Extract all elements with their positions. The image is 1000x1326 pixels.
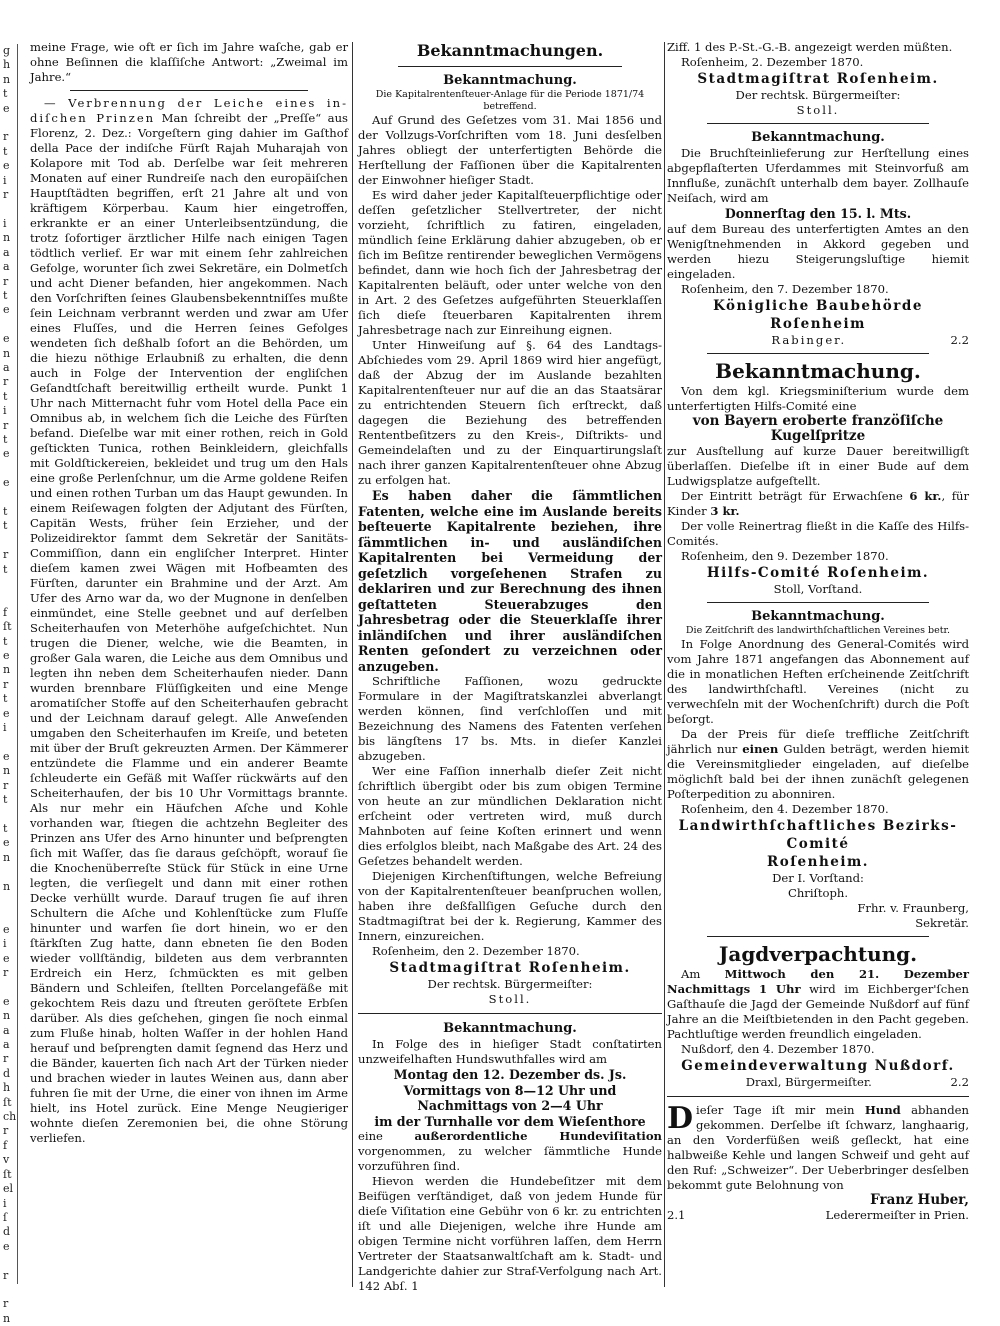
edge-fragment: e bbox=[3, 303, 10, 317]
edge-fragment bbox=[3, 318, 17, 332]
notice-paragraph: Schriftliche Faſſionen, wozu gedruckte Formulare in der Magiſtratskanzlei abverlangt werden können, ſind verſchloſſen und mit Bezeichnung des Namens des Fatenten verſehen bis längſtens 17 bs. Mts. in dieſer Kanzlei abzugeben. bbox=[358, 674, 662, 763]
edge-fragment: e bbox=[3, 749, 10, 763]
notice-heading-large: Bekanntmachung. bbox=[715, 358, 921, 383]
edge-fragment: a bbox=[3, 260, 10, 274]
edge-fragment bbox=[3, 577, 17, 591]
notice-role: Sekretär. bbox=[915, 915, 969, 930]
insertion-number: 2.2 bbox=[950, 1074, 969, 1089]
text-run: wird im Eichberger'ſchen Gaſthauſe die Jagd der Gemeinde Nußdorf auf fünf Jahre an die Meiſtbietenden in den Pacht gegeben. Pachtluſtige werden freundlich eingeladen. bbox=[667, 981, 969, 1041]
notice-name: Stoll. bbox=[488, 992, 532, 1006]
edge-fragment: t bbox=[3, 389, 8, 403]
notice-paragraph: In Folge Anordnung des General-Comités wird vom Jahre 1871 angefangen das Abonnement auf die in monatlichen Heften erſcheinende Zeitſchrift des landwirthſchaftl. Vereines (nicht zu verwechſeln mit der Wochenſchrift) durch die Poſt beſorgt. bbox=[667, 636, 969, 726]
notice-date: Roſenheim, den 4. Dezember 1870. bbox=[681, 801, 889, 816]
edge-fragment: r bbox=[3, 778, 9, 792]
edge-fragment: v bbox=[3, 1153, 10, 1167]
text-run: Gulden beträgt, werden hiemit die Vereinsmitglieder eingeladen, auf dieſelbe möglichſt bald bei der ihnen zunächſt gelegenen Poſterpedition zu abonniren. bbox=[667, 741, 969, 801]
signature-line bbox=[667, 333, 969, 348]
edge-fragment: r bbox=[3, 188, 9, 202]
edge-fragment: f bbox=[3, 605, 8, 619]
notice-signature: Stadtmagiſtrat Roſenheim. bbox=[389, 960, 631, 976]
edge-fragment: t bbox=[3, 692, 8, 706]
text-run: ieſer Tage iſt mir mein bbox=[696, 1102, 865, 1117]
insertion-number: 2.1 bbox=[667, 1207, 686, 1222]
notice-paragraph bbox=[358, 1129, 662, 1174]
edge-fragment: ſ bbox=[3, 1210, 8, 1224]
section-heading: Bekanntmachungen. bbox=[416, 41, 604, 60]
notice-paragraph: Hievon werden die Hundebeſitzer mit dem Beifügen verſtändiget, daß von jedem Hunde für dieſe Viſitation eine Gebühr von 6 kr. zu entrichten iſt und alle Diejenigen, welche ihre Hunde am obigen Termine nicht vorführen laſſen, dem Herrn Vertreter der Staatsanwaltſchaft am k. Stadt- und Landgerichte dahier zur Straf-Verfolgung nach Art. 142 Abſ. 1 bbox=[358, 1174, 662, 1293]
edge-fragment bbox=[3, 736, 17, 750]
notice-date: Nußdorf, den 4. Dezember 1870. bbox=[681, 1041, 875, 1056]
notice-date: Roſenheim, den 2. Dezember 1870. bbox=[372, 944, 580, 958]
notice-paragraph: Der volle Reinertrag fließt in die Kaſſe des Hilfs-Comités. bbox=[667, 518, 969, 548]
edge-fragment: r bbox=[3, 1268, 9, 1282]
text-emphasis: außerordentliche Hundeviſitation bbox=[414, 1129, 662, 1143]
notice-paragraph bbox=[667, 489, 969, 519]
notice-role: Der rechtsk. Bürgermeiſter: bbox=[735, 88, 901, 102]
edge-fragment: e bbox=[3, 994, 10, 1008]
edge-fragment: a bbox=[3, 1038, 10, 1052]
edge-fragment bbox=[3, 908, 17, 922]
edge-fragment: e bbox=[3, 649, 10, 663]
price-child: 3 kr. bbox=[710, 503, 740, 518]
edge-fragment bbox=[3, 202, 17, 216]
edge-fragment: d bbox=[3, 1066, 11, 1080]
price-adult: 6 kr. bbox=[909, 488, 942, 503]
edge-fragment: i bbox=[3, 404, 7, 418]
notice-paragraph: Wer eine Faſſion innerhalb dieſer Zeit nicht ſchriftlich übergibt oder bis zum obigen Termine von heute an zur mündlichen Deklaration nicht erſcheint oder vertreten wird, muß durch Mahnboten auf ſeine Koſten erinnert und wenn dies erfolglos bleibt, nach Maßgabe des Art. 24 des Geſetzes behandelt werden. bbox=[358, 764, 662, 868]
notice-heading: Bekanntmachung. bbox=[751, 608, 885, 624]
edge-fragment bbox=[3, 491, 17, 505]
notice-heading: Bekanntmachung. bbox=[443, 73, 577, 88]
edge-fragment: i bbox=[3, 721, 7, 735]
notice-name: Chriſtoph. bbox=[787, 885, 849, 900]
text-run: eine bbox=[358, 1129, 415, 1143]
edge-fragment: e bbox=[3, 836, 10, 850]
edge-fragment: r bbox=[3, 1124, 9, 1138]
edge-fragment: n bbox=[3, 72, 11, 86]
notice-signature: Hilfs-Comité Roſenheim. bbox=[706, 564, 930, 581]
edge-fragment bbox=[3, 534, 17, 548]
notice-paragraph: zur Ausſtellung auf kurze Dauer bereitwilligſt überlaſſen. Dieſelbe iſt in einer Bude auf dem Ludwigsplatze aufgeſtellt. bbox=[667, 443, 969, 488]
text-emphasis: einen bbox=[742, 741, 779, 756]
notice-date: Roſenheim, 2. Dezember 1870. bbox=[681, 55, 864, 69]
column-left bbox=[30, 40, 348, 1290]
edge-fragment: r bbox=[3, 548, 9, 562]
notice-paragraph: Diejenigen Kirchenſtiftungen, welche Befreiung von der Kapitalrentenſteuer beanſpruchen wollen, haben ihre deßfallſigen Geſuche durch den Stadtmagiſtrat bei der k. Regierung, Kammer des Innern, einzureichen. bbox=[358, 869, 662, 943]
edge-fragment: t bbox=[3, 519, 8, 533]
edge-fragment: r bbox=[3, 966, 9, 979]
notice-signature: Stadtmagiſtrat Roſenheim. bbox=[697, 71, 939, 87]
edge-fragment: r bbox=[3, 130, 9, 144]
edge-fragment: n bbox=[3, 1311, 11, 1325]
edge-fragment bbox=[3, 980, 17, 994]
text-emphasis: Mittwoch den 21. Dezember Nachmittags 1 Uhr bbox=[667, 966, 969, 996]
edge-fragment: el bbox=[3, 1182, 14, 1196]
notice-signature: Gemeindeverwaltung Nußdorf. bbox=[681, 1057, 955, 1074]
divider bbox=[667, 1096, 969, 1097]
notice-name: Draxl, Bürgermeiſter. bbox=[745, 1074, 872, 1089]
edge-fragment: e bbox=[3, 447, 10, 461]
edge-fragment: n bbox=[3, 346, 11, 360]
edge-fragment: h bbox=[3, 1081, 11, 1095]
divider bbox=[707, 123, 929, 124]
adjacent-page-edge bbox=[0, 44, 18, 1325]
edge-fragment bbox=[3, 894, 17, 908]
article-ending-text: meine Frage, wie oft er ſich im Jahre waſche, gab er ohne Beſinnen die klaſſiſche Antwort: „Zweimal im Jahre.“ bbox=[30, 40, 348, 84]
edge-fragment: g bbox=[3, 44, 11, 57]
notice-continuation: Ziff. 1 des P.-St.-G.-B. angezeigt werden müßten. bbox=[667, 40, 953, 54]
notice-paragraph: Auf Grund des Geſetzes vom 31. Mai 1856 und der Vollzugs-Vorſchriften vom 18. Juni desſelben Jahres obliegt der unterfertigten Behörde die Herſtellung der Faſſionen über die Kapitalrenten der Einwohner hieſiger Stadt. bbox=[358, 113, 662, 187]
edge-fragment: f bbox=[3, 1138, 8, 1152]
edge-fragment: n bbox=[3, 231, 11, 245]
edge-fragment: e bbox=[3, 101, 10, 115]
signature-line bbox=[667, 1075, 969, 1090]
signature-line bbox=[667, 1208, 969, 1223]
edge-fragment: i bbox=[3, 173, 7, 187]
edge-fragment: n bbox=[3, 663, 11, 677]
edge-fragment: r bbox=[3, 274, 9, 288]
notice-name: Stoll, Vorſtand. bbox=[773, 581, 863, 596]
notice-heading: Bekanntmachung. bbox=[443, 1021, 577, 1036]
column-rule bbox=[664, 42, 665, 1287]
edge-fragment: i bbox=[3, 216, 7, 230]
edge-fragment: e bbox=[3, 951, 10, 965]
edge-fragment: r bbox=[3, 375, 9, 389]
notice-date-line: Donnerſtag den 15. l. Mts. bbox=[724, 206, 912, 221]
notice-subject: Die Zeitſchrift des landwirthſchaftlichen Vereines betr. bbox=[685, 624, 951, 636]
notice-paragraph bbox=[667, 967, 969, 1042]
notice-subject: Die Kapitalrentenſteuer-Anlage für die Periode 1871/74 betreffend. bbox=[375, 89, 645, 112]
edge-fragment: a bbox=[3, 245, 10, 259]
article-title: — Verbrennung der Leiche eines in- bbox=[44, 96, 348, 110]
edge-fragment bbox=[3, 116, 17, 130]
notice-date: Roſenheim, den 7. Dezember 1870. bbox=[681, 281, 889, 296]
edge-fragment: r bbox=[3, 677, 9, 691]
edge-fragment: a bbox=[3, 1023, 10, 1037]
edge-fragment: t bbox=[3, 87, 8, 101]
divider bbox=[707, 602, 929, 603]
article-text: Man ſchreibt der „Preſſe“ aus Florenz, 2. Dez.: Vorgeſtern ging dahier im Gaſthof della Pace der indiſche Fürſt Rajah Muharajah von Kolapore mit Tod ab. Derſelbe war ſeit mehreren Monaten auf einer Rundreiſe nach den europäiſchen Hauptſtädten begriffen, erſt 21 Jahre alt und von kräftigem Körperbau. Kaum hier eingetroffen, erkrankte er an einer Unterleibsentzündung, die trotz ſofortiger ärztlicher Hilfe nach einigen Tagen tödtlich verlief. Er war mit einem ſehr zahlreichen Gefolge, worunter ſich zwei Sekretäre, ein Dolmetſch und acht Diener befanden, hier angekommen. Nach den Vorſchriften ſeines Glaubensbekenntniſſes mußte ſein Leichnam verbrannt werden und zwar am Ufer eines Fluſſes, und die Herren ſeines Gefolges wendeten ſich deßhalb ſofort an die Behörden, um die hiezu nöthige Erlaubniß zu erhalten, die denn auch in Folge der Intervention der engliſchen Geſandtſchaft bereitwillig ertheilt wurde. Punkt 1 Uhr nach Mitternacht fuhr vom Hotel della Pace ein Omnibus ab, in welchem ſich die Leiche des Fürſten befand. Dieſelbe war mit einer rothen, reich in Gold geſtickten Tunica, rothen Beinkleidern, gleichfalls mit Goldſtickereien, bekleidet und trug um den Hals eine große Perlenſchnur, um die Arme goldene Reifen und einen rothen Turban um das Haupt gewunden. In einem Reiſewagen folgten der Adjutant des Fürſten, Capitän Wests, früher ſein Erzieher, und der Polizeidirektor ſammt dem Sekretär der Sanitäts-Commiſſion, dann ein engliſcher Interpret. Hinter dieſem kamen zwei Wägen mit Hofbeamten des Fürſten, darunter ein Brahmine und der Arzt. Am Ufer des Arno war da, wo der Mugnone in denſelben einmündet, eine Stelle geebnet und auf derſelben Scheiterhaufen von Meterhöhe aufgeſchichtet. Nun trugen die Diener, welche, wie die Beamten, in großer Gala waren, die Leiche aus dem Omnibus und legten ihn neben dem Scheiterhaufen nieder. Dann wurden brennbare Flüſſigkeiten und eine Menge aromatiſcher Stoffe auf den Scheiterhaufen gebracht und der Leichnam darauf gelegt. Alle Anweſenden umgaben den Scheiterhaufen im Kreiſe, und beteten mit über der Bruſt gekreuzten Armen. Der Kämmerer entzündete die Flamme und ein anderer Beamte ſchleuderte ein Gefäß mit Waſſer rückwärts auf den Scheiterhaufen, der bis 10 Uhr Vormittags brannte. Als nur mehr ein Häufchen Aſche und Kohle vorhanden war, ſtiegen die achtzehn Begleiter des Prinzen ans Ufer des Arno hinunter und beſprengten ſich mit Waſſer, das ſie daraus geſchöpft, worauf ſie die Knochenüberreſte Stück für Stück in eine Urne legten, die verſiegelt und dann mit einer rothen Decke verhüllt wurde. Darauf trugen ſie auf ihren Schultern die Aſche und Kohlenſtücke zum Fluſſe hinunter und warfen ſie dort hinein, wo er den ſtärkſten Zug hatte, dann ebneten ſie den Boden wieder vollſtändig, bildeten aus dem verbrannten Erdreich ein Herz, ſchmückten es mit gelben Bändern und Schleifen, ſtellten Porcelangefäße mit gekochtem Reis dazu und ſtreuten geröſtete Erbſen darüber. Als dies geſchehen, gingen ſie noch einmal zum Fluße hinab, holten Waſſer in der hohlen Hand herauf und beſprengten damit ſegnend das Herz und die Bänder, kauerten ſich nach Art der Türken nieder und brachen wieder in lautes Weinen aus, dann aber fuhren ſie mit der Urne, die einer von ihnen im Arme hielt, ins Hotel zurück. Eine Menge Neugieriger wohnte dieſen Zeremonien bei, die ohne Störung verliefen. bbox=[30, 111, 348, 1145]
notice-paragraph bbox=[667, 727, 969, 802]
divider bbox=[70, 90, 308, 91]
text-emphasis: Hund bbox=[864, 1102, 901, 1117]
notice-heading: Bekanntmachung. bbox=[751, 130, 885, 145]
notice-paragraph: auf dem Bureau des unterfertigten Amtes an den Wenigſtnehmenden in Akkord gegeben und werden hiezu Steigerungsluſtige hiemit eingeladen. bbox=[667, 221, 969, 281]
divider bbox=[707, 353, 929, 354]
edge-fragment: i bbox=[3, 1196, 7, 1210]
edge-fragment: ch bbox=[3, 1110, 17, 1124]
edge-fragment: d bbox=[3, 1225, 11, 1239]
notice-signature: Landwirthſchaftliches Bezirks-Comité bbox=[678, 817, 958, 852]
notice-highlight: von Bayern eroberte franzöſiſche bbox=[692, 412, 944, 429]
notice-paragraph: In Folge des in hieſiger Stadt conſtatirten unzweifelhaften Hundswuthfalles wird am bbox=[358, 1037, 662, 1066]
divider bbox=[707, 936, 929, 937]
edge-fragment: n bbox=[3, 879, 11, 893]
text-run: vorgenommen, zu welcher ſämmtliche Hunde vorzuführen ſind. bbox=[358, 1144, 662, 1173]
insertion-number: 2.2 bbox=[950, 332, 969, 347]
edge-fragment: ſt bbox=[3, 620, 12, 634]
edge-fragment: ſt bbox=[3, 1095, 12, 1109]
article-title-tail: diſchen Prinzen bbox=[30, 111, 156, 125]
column-right bbox=[667, 40, 969, 1290]
edge-fragment: e bbox=[3, 476, 10, 490]
notice-signature: Königliche Baubehörde Roſenheim bbox=[713, 297, 923, 332]
lost-dog-notice bbox=[667, 1100, 969, 1193]
edge-fragment: t bbox=[3, 562, 8, 576]
edge-fragment: t bbox=[3, 505, 8, 518]
notice-paragraph: Von dem kgl. Kriegsminiſterium wurde dem unterfertigten Hilfs-Comité eine bbox=[667, 383, 969, 413]
edge-fragment bbox=[3, 462, 17, 476]
notice-role: Der I. Vorſtand: bbox=[772, 870, 864, 885]
notice-name: Frhr. v. Fraunberg, bbox=[857, 900, 969, 915]
edge-fragment: n bbox=[3, 764, 11, 778]
notice-signature: Roſenheim. bbox=[767, 853, 869, 870]
notice-role: Der rechtsk. Bürgermeiſter: bbox=[427, 977, 593, 991]
column-rule bbox=[352, 42, 353, 1287]
edge-fragment: t bbox=[3, 288, 8, 302]
notice-paragraph: Unter Hinweiſung auf §. 64 des Landtags-Abſchiedes vom 29. April 1869 wird hier angefügt, daß der Abzug der im Auslande bezahlten Kapitalrentenſteuer nur auf die an das Staatsärar zu entrichtenden Steuern ſich erſtreckt, daß dagegen die Beziehung des betreffenden Rententbeſitzers zu den Kreis-, Diſtrikts- und Gemeindelaſten und zu der Einquartirungslaſt nach ihrer ganzen Kapitalrentenſteuer ohne Abzug zu erfolgen hat. bbox=[358, 338, 662, 487]
notice-paragraph: Es wird daher jeder Kapitalſteuerpflichtige oder deſſen geſetzlicher Stellvertreter, der nicht vorzieht, ſchriftlich zu fatiren, eingeladen, mündlich ſeine Erklärung dahier abzugeben, ob er ſich im Beſitze rentirender beweglichen Vermögens befindet, dann wie hoch ſich der Jahresbetrag der Kapitalrenten beläuft, oder unter welche von den in Art. 2 des Geſetzes aufgeführten Steuerklaſſen ſich dieſe ſteuerbaren Kapitalrenten ihrem Jahresbetrage nach zur Einreihung eignen. bbox=[358, 188, 662, 337]
edge-fragment: ſt bbox=[3, 1167, 12, 1181]
edge-fragment: e bbox=[3, 332, 10, 346]
edge-fragment: t bbox=[3, 821, 8, 835]
edge-fragment bbox=[3, 1283, 17, 1297]
article-body bbox=[30, 96, 348, 1146]
notice-time-line: Nachmittags von 2—4 Uhr bbox=[417, 1098, 603, 1113]
divider bbox=[398, 66, 622, 67]
edge-fragment: t bbox=[3, 634, 8, 648]
edge-fragment bbox=[3, 591, 17, 605]
notice-date-line: Montag den 12. Dezember ds. Js. bbox=[393, 1067, 627, 1082]
text-run: Am bbox=[681, 966, 725, 981]
text-run: Da der Preis für dieſe treffliche Zeitſchrift jährlich nur bbox=[667, 726, 969, 756]
edge-fragment: h bbox=[3, 58, 11, 72]
edge-fragment: a bbox=[3, 360, 10, 374]
edge-fragment: e bbox=[3, 159, 10, 173]
edge-fragment: t bbox=[3, 793, 8, 807]
edge-fragment bbox=[3, 808, 17, 822]
notice-name: Stoll. bbox=[796, 103, 840, 117]
edge-fragment: t bbox=[3, 144, 8, 158]
text-run: abhanden gekommen. Derſelbe iſt ſchwarz, langhaarig, an den Vorderfüßen weiß geſleckt, hat eine halbweiße Kehle und langen Schweif und geht auf den Ruf: „Schweizer“. Der Ueberbringer desſelben bekommt gute Belohnung von bbox=[667, 1102, 969, 1192]
edge-fragment: n bbox=[3, 850, 11, 864]
edge-fragment: r bbox=[3, 1052, 9, 1066]
drop-capital: D bbox=[667, 1100, 694, 1136]
divider bbox=[358, 1013, 662, 1014]
edge-fragment bbox=[3, 865, 17, 879]
edge-fragment: e bbox=[3, 706, 10, 720]
edge-fragment bbox=[3, 1254, 17, 1268]
edge-fragment: r bbox=[3, 418, 9, 432]
notice-emphasis: Es haben daher die ſämmtlichen Fatenten, welche eine im Auslande bereits beſteuerte Kapitalrente beziehen, ihre ſämmtlichen in- und ausländiſchen Kapitalrenten bei Vermeidung der geſetzlich vorgeſehenen Strafen zu deklariren und zur Berechnung des ihnen geſtatteten Steuerabzuges den Jahresbetrag oder die Steuerklaſſe ihrer inländiſchen und ihrer ausländiſchen Renten geſondert zu verzeichnen oder anzugeben. bbox=[358, 488, 662, 674]
edge-fragment: e bbox=[3, 1239, 10, 1253]
edge-fragment: t bbox=[3, 432, 8, 446]
notice-highlight: Kugelſpritze bbox=[770, 427, 866, 444]
edge-fragment: n bbox=[3, 1009, 11, 1023]
text-run: , für Kinder bbox=[667, 488, 970, 518]
text-run: Der Eintritt beträgt für Erwachſene bbox=[681, 488, 910, 503]
notice-location: im der Turnhalle vor dem Wieſenthore bbox=[374, 1113, 646, 1129]
edge-fragment: r bbox=[3, 1297, 9, 1311]
notice-heading-large: Jagdverpachtung. bbox=[718, 941, 918, 966]
column-middle bbox=[358, 40, 662, 1293]
edge-fragment: i bbox=[3, 937, 7, 951]
notice-date: Roſenheim, den 9. Dezember 1870. bbox=[681, 548, 889, 563]
notice-time-line: Vormittags von 8—12 Uhr und bbox=[403, 1082, 617, 1098]
notice-paragraph: Die Bruchſteinlieferung zur Herſtellung eines abgepflaſterten Uferdammes mit Steinvorfuß am Innfluße, zunächſt unterhalb dem bayer. Zollhauſe Neiſach, wird am bbox=[667, 146, 969, 205]
edge-fragment: e bbox=[3, 922, 10, 936]
notice-role: Lederermeiſter in Prien. bbox=[825, 1207, 969, 1222]
notice-name: Rabinger. bbox=[771, 332, 847, 347]
notice-name: Franz Huber, bbox=[870, 1191, 969, 1208]
